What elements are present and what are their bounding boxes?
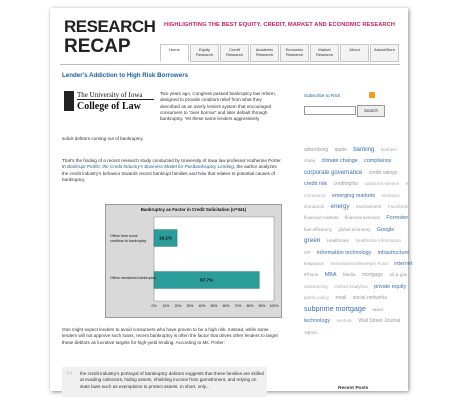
college-seal-icon bbox=[64, 91, 74, 111]
header-divider bbox=[60, 64, 400, 65]
tag-link[interactable]: private equity bbox=[374, 283, 407, 290]
post-title[interactable]: Lender's Addiction to High Risk Borrowers bbox=[62, 72, 189, 79]
post-paragraph-1-b: solicit debtors coming out of bankruptcy. bbox=[62, 136, 144, 141]
recent-posts-heading: Recent Posts bbox=[338, 386, 369, 391]
college-name-line2: College of Law bbox=[77, 101, 141, 112]
site-logo[interactable] bbox=[64, 18, 154, 56]
tag-link[interactable]: insurance bbox=[304, 261, 324, 267]
x-tick-7: 70% bbox=[234, 304, 242, 308]
bankruptcy-chart bbox=[105, 204, 282, 318]
tag-link[interactable]: Yahoo bbox=[304, 329, 317, 335]
x-tick-4: 40% bbox=[198, 304, 206, 308]
x-tick-0: 0% bbox=[151, 304, 157, 308]
tag-link[interactable]: internet bbox=[394, 261, 413, 268]
logo-recap: RECAP bbox=[64, 36, 131, 57]
tag-link[interactable]: taxes bbox=[372, 306, 384, 312]
subscribe-rss-link[interactable]: Subscribe to RSS bbox=[304, 93, 341, 98]
search-input[interactable] bbox=[304, 106, 356, 115]
x-tick-9: 90% bbox=[258, 304, 266, 308]
tag-link[interactable]: credit ratings bbox=[368, 169, 398, 176]
tag-link[interactable]: outsourcing bbox=[304, 283, 328, 289]
tag-link[interactable]: apple bbox=[334, 147, 347, 153]
tag-link[interactable]: corporate governance bbox=[304, 169, 363, 176]
tag-link[interactable]: financial services bbox=[344, 215, 380, 221]
tag-link[interactable]: advertising bbox=[304, 147, 329, 153]
chart-svg bbox=[106, 205, 281, 317]
tag-link[interactable]: public policy bbox=[304, 295, 330, 301]
category-label-0-1: creditors to bankruptcy bbox=[110, 239, 147, 243]
search-button[interactable]: Search bbox=[357, 105, 385, 117]
main-nav bbox=[160, 44, 400, 62]
tag-link[interactable]: mortgage bbox=[361, 272, 383, 279]
tag-link[interactable]: Oxford Analytica bbox=[334, 283, 368, 289]
tag-link[interactable]: venture bbox=[336, 318, 352, 324]
tag-link[interactable]: iPhone bbox=[304, 272, 319, 278]
tag-link[interactable]: MBA bbox=[324, 272, 337, 279]
bar-value-label-0: 19.2% bbox=[159, 235, 173, 241]
nav-tab-credit-research[interactable]: Credit Research bbox=[220, 44, 249, 62]
college-logo bbox=[64, 91, 154, 127]
x-tick-10: 100% bbox=[269, 304, 279, 308]
nav-tab-home[interactable]: Home bbox=[160, 44, 189, 62]
logo-research: RESEARCH bbox=[64, 17, 156, 36]
tag-link[interactable]: technology bbox=[304, 318, 331, 325]
post-paragraph-2 bbox=[62, 158, 282, 183]
tag-link[interactable]: subprime mortgage bbox=[304, 303, 366, 313]
tag-link[interactable]: customer service bbox=[364, 181, 400, 187]
tag-link[interactable]: HR bbox=[304, 249, 311, 255]
tag-link[interactable]: Media bbox=[342, 272, 356, 278]
tag-link[interactable]: Facebook bbox=[387, 204, 408, 210]
x-tick-1: 10% bbox=[162, 304, 170, 308]
nav-tab-equity-research[interactable]: Equity Research bbox=[190, 44, 219, 62]
tag-link[interactable]: biofuels bbox=[380, 147, 397, 152]
post-paragraph-1-a: Two years ago, Congress passed bankruptcy law reform, designed to provide creditors relief from what they described as an overly lenient system that encouraged consumers to "over borrow" and later default through bankruptcy. Yet these same lenders aggressively bbox=[160, 91, 276, 122]
tag-link[interactable]: Healthcare bbox=[326, 238, 350, 244]
rss-icon[interactable] bbox=[369, 92, 375, 98]
paragraph-2-text-a: That's the finding of a recent research study conducted by University of Iowa law professor Katherine Porter. In bbox=[62, 158, 282, 170]
tag-link[interactable]: financial markets bbox=[304, 215, 339, 221]
tag-link[interactable]: information technology bbox=[317, 249, 372, 256]
tag-link[interactable]: banking bbox=[353, 147, 375, 153]
nav-tab-alacrastore[interactable]: AlacraStore bbox=[370, 44, 399, 62]
x-tick-8: 80% bbox=[246, 304, 254, 308]
blog-page bbox=[50, 8, 413, 391]
bar-value-label-1: 87.7% bbox=[200, 277, 214, 283]
study-link[interactable]: Bankrupt Profits: the Credit Industry's Business Model for Postbankruptcy Lending bbox=[67, 164, 234, 170]
tag-link[interactable]: global economy bbox=[338, 226, 371, 232]
tag-cloud bbox=[304, 143, 416, 337]
quote-text: the credit industry's portrayal of bankruptcy debtors suggests that these families are skilled at evading collectors, hiding assets, shielding income from garnishment, and relying on state laws such as exemptions to protect assets. In short, only... bbox=[80, 371, 264, 389]
tag-link[interactable]: china bbox=[304, 158, 315, 164]
nav-tab-market-research[interactable]: Market Research bbox=[310, 44, 339, 62]
tag-link[interactable]: fuel efficiency bbox=[304, 226, 332, 232]
tag-link[interactable]: emission standards bbox=[304, 192, 400, 210]
college-name-line1: The University of Iowa bbox=[77, 91, 154, 100]
category-label-1-0: Offers mentioned bankruptcy bbox=[110, 276, 157, 280]
tag-link[interactable]: environment bbox=[356, 204, 382, 210]
site-tagline: HIGHLIGHTING THE BEST EQUITY, CREDIT, MARKET AND ECONOMIC RESEARCH bbox=[164, 22, 396, 28]
blockquote bbox=[62, 367, 267, 397]
tag-link[interactable]: social networks bbox=[352, 295, 387, 302]
tag-link[interactable]: energy bbox=[330, 203, 350, 211]
tag-link[interactable]: International Monetary Fund bbox=[330, 261, 388, 267]
post-paragraph-3: One might expect lenders to avoid consumers who have proven to be a high risk. Instead, while some lenders will not approve such loans, recent bankruptcy is often the factor that drives other lenders to target these debtors as lucrative targets for high-yield lending. According to Ms. Porter: bbox=[62, 327, 278, 345]
category-label-0-0: Offers from some bbox=[110, 234, 138, 238]
tag-link[interactable]: compliance bbox=[364, 158, 392, 165]
tag-link[interactable]: creditrights bbox=[333, 181, 358, 188]
tag-link[interactable]: emerging markets bbox=[331, 192, 376, 199]
chart-title: Bankruptcy as Factor in Credit Solicitation (n=341) bbox=[140, 207, 247, 212]
tag-link[interactable]: credit risk bbox=[304, 181, 328, 188]
tag-link[interactable]: infrastructure bbox=[377, 249, 410, 256]
nav-tab-economic-research[interactable]: Economic Research bbox=[280, 44, 309, 62]
tag-link[interactable]: oil & gas bbox=[389, 272, 408, 278]
paragraph-2-text-b: , the author analyzes the credit industry's behavior towards recent bankrupt families and how that relates to potential causes of bankruptcy. bbox=[62, 164, 277, 182]
x-tick-2: 20% bbox=[174, 304, 182, 308]
x-tick-3: 30% bbox=[186, 304, 194, 308]
quote-mark-icon: “ bbox=[66, 368, 74, 385]
tag-link[interactable]: Forrester bbox=[386, 215, 409, 222]
tag-link[interactable]: retail bbox=[335, 295, 347, 302]
x-tick-6: 60% bbox=[222, 304, 230, 308]
x-tick-5: 50% bbox=[210, 304, 218, 308]
tag-link[interactable]: e-commerce bbox=[304, 181, 410, 198]
tag-link[interactable]: healthcare information bbox=[355, 238, 401, 244]
nav-tab-about[interactable]: About bbox=[340, 44, 369, 62]
tag-link[interactable]: climate change bbox=[321, 158, 358, 165]
tag-link[interactable]: Wall Street Journal bbox=[358, 318, 401, 325]
tag-link[interactable]: green bbox=[304, 237, 321, 245]
nav-tab-academic-research[interactable]: Academic Research bbox=[250, 44, 279, 62]
tag-link[interactable]: Google bbox=[376, 226, 395, 233]
